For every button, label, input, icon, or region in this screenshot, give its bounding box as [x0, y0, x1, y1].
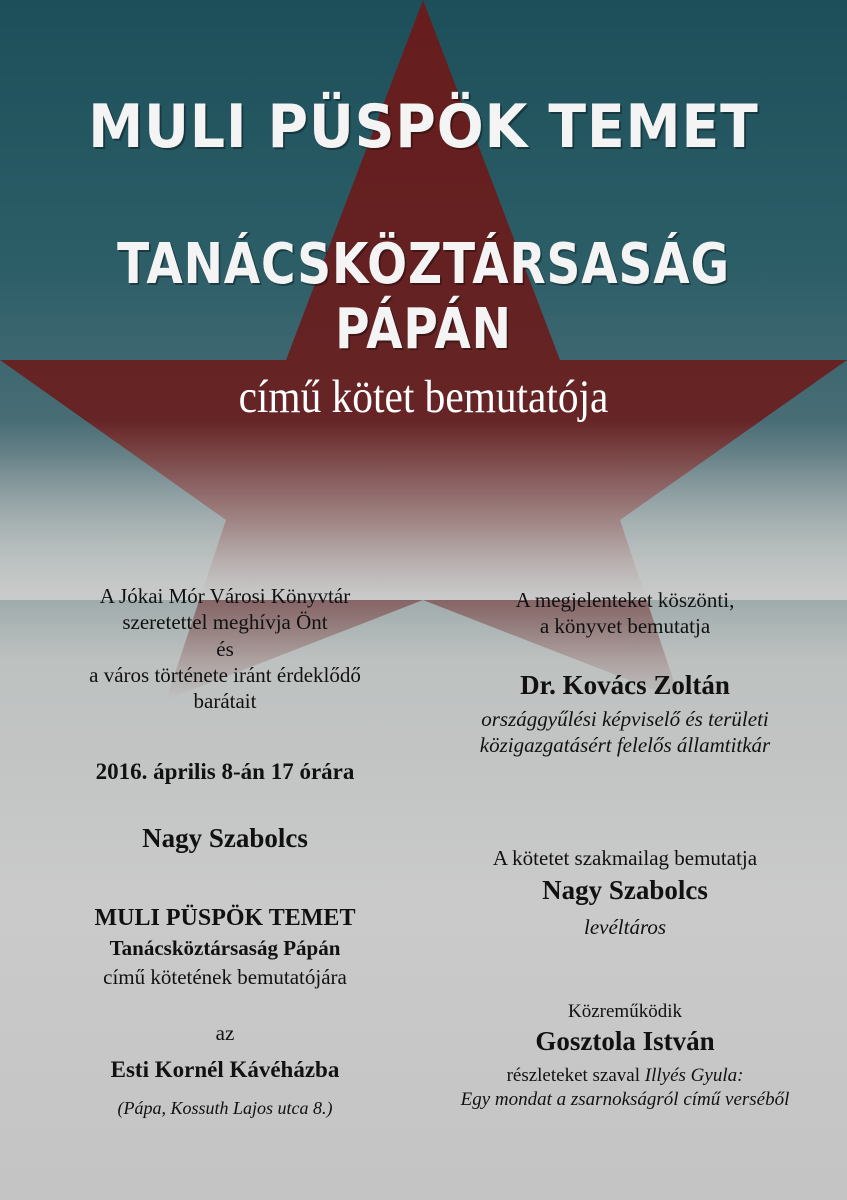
invite-block	[30, 583, 420, 714]
title-line-1: MULI PÜSPÖK TEMET	[88, 92, 759, 162]
speaker3-desc-line1	[425, 1064, 825, 1088]
speaker2-role: levéltáros	[583, 915, 667, 939]
contrib-intro: Közreműködik	[568, 1001, 682, 1022]
book-caption: című kötetének bemutatójára	[103, 965, 347, 989]
book-subtitle: Tanácsköztársaság Pápán	[109, 936, 341, 960]
invite-line: barátait	[193, 689, 257, 713]
title-line-2: TANÁCSKÖZTÁRSASÁG PÁPÁN	[117, 232, 730, 362]
speaker3-desc-line2: Egy mondat a zsarnokságról című verséből	[460, 1088, 790, 1110]
speaker1-role-line: országgyűlési képviselő és területi	[481, 707, 769, 731]
greeting-block	[425, 587, 825, 640]
speaker3-name: Gosztola István	[535, 1026, 715, 1056]
greeting-line: a könyvet bemutatja	[539, 614, 711, 639]
speaker3-desc-prefix: részleteket szaval	[506, 1065, 645, 1086]
venue-address: (Pápa, Kossuth Lajos utca 8.)	[117, 1098, 333, 1118]
book-title: MULI PÜSPÖK TEMET	[94, 905, 356, 931]
greeting-line: A megjelenteket köszönti,	[515, 588, 735, 612]
speaker1-name: Dr. Kovács Zoltán	[520, 670, 730, 700]
speaker3-desc	[425, 1064, 825, 1112]
invite-line: A Jókai Mór Városi Könyvtár	[99, 584, 351, 608]
subtitle: című kötet bemutatója	[238, 371, 609, 423]
venue-name: Esti Kornél Kávéházba	[110, 1057, 340, 1082]
speaker1-role-line: közigazgatásért felelős államtitkár	[479, 733, 771, 758]
invite-line: és	[216, 636, 234, 661]
speaker1-role	[425, 706, 825, 759]
connector-text: az	[215, 1021, 235, 1045]
author-name: Nagy Szabolcs	[142, 823, 308, 853]
speaker2-name: Nagy Szabolcs	[542, 875, 708, 905]
speaker3-desc-poet: Illyés Gyula:	[644, 1065, 744, 1086]
invite-line: a város története iránt érdeklődő	[89, 662, 361, 687]
invite-line: szeretettel meghívja Önt	[122, 610, 328, 635]
presenter-intro: A kötetet szakmailag bemutatja	[492, 846, 758, 870]
event-date: 2016. április 8-án 17 órára	[95, 759, 355, 784]
